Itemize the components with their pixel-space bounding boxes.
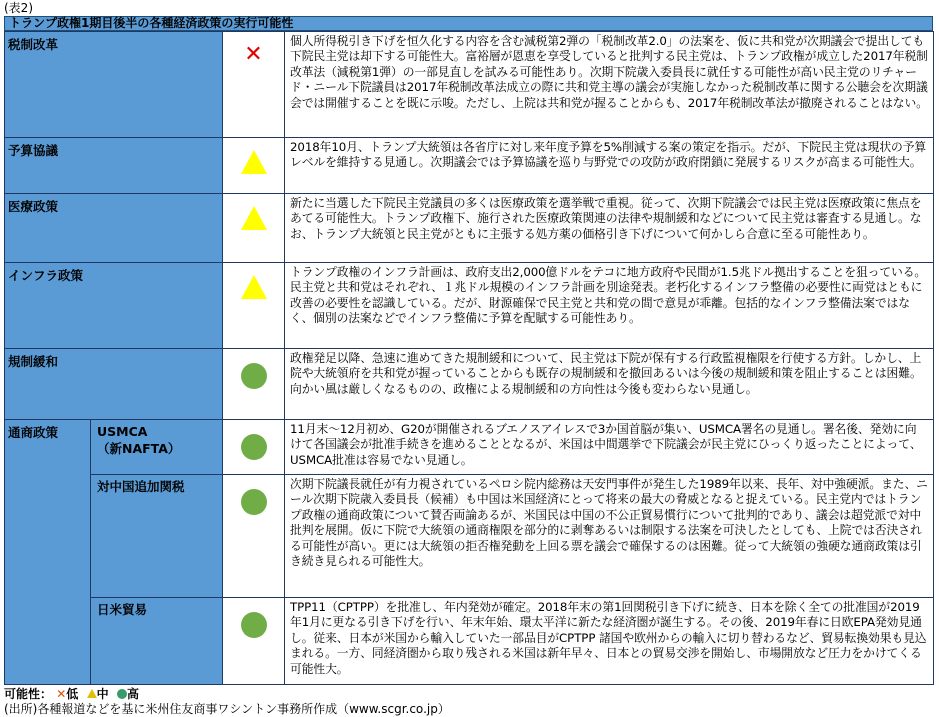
rating-cell	[223, 194, 285, 263]
category-tax: 税制改革	[5, 32, 223, 138]
source-note: (出所)各種報道などを基に米州住友商事ワシントン事務所作成（www.scgr.co.jp）	[4, 702, 450, 716]
category-dereg: 規制緩和	[5, 349, 223, 420]
description-china: 次期下院議長就任が有力視されているペロシ院内総務は天安門事件が発生した1989年以来、長年、対中強硬派。また、ニール次期下院歳入委員長（候補）も中国は米国経済にとって将来の最大の脅威となると捉えている。民主党内ではトランプ政権の通商政策について賛否両論あるが、米国民は中国の不公正貿易慣行について批判的であり、議会は超党派で対中批判を展開。仮に下院で大統領の通商権限を部分的に剥奪あるいは制限する法案を可決したとしても、上院では否決される可能性が高い。更には大統領の拒否権発動を上回る票を議会で確保するのは困難。従って大統領の強硬な通商政策は引き続き見られる可能性大。	[285, 475, 934, 598]
description-infra: トランプ政権のインフラ計画は、政府支出2,000億ドルをテコに地方政府や民間が1.5兆ドル拠出することを狙っている。民主党と共和党はそれぞれ、１兆ドル規模のインフラ計画を別途発表。老朽化するインフラ整備の必要性に両党はともに改善の必要性を認識している。だが、財源確保で民主党と共和党の間で意見が乖離。包括的なインフラ整備法案ではなく、個別の法案などでインフラ整備に予算を配賦する可能性あり。	[285, 263, 934, 349]
legend-low-cross-icon: ✕	[56, 687, 67, 701]
legend-high-text: 高	[127, 687, 140, 701]
table-row	[5, 420, 934, 475]
legend-label: 可能性：	[4, 687, 53, 701]
table-row	[5, 349, 934, 420]
mid-triangle-icon	[241, 275, 267, 299]
low-cross-icon: ✕	[244, 42, 263, 67]
table-row	[5, 194, 934, 263]
mid-triangle-icon	[241, 150, 267, 174]
high-circle-icon	[241, 434, 267, 460]
description-dereg: 政権発足以降、急速に進めてきた規制緩和について、民主党は下院が保有する行政監視権限を行使する方針。しかし、上院や大統領府を共和党が握っていることからも既存の規制緩和を撤回あるいは今後の規制緩和策を阻止することは困難。向かい風は厳しくなるものの、政権による規制緩和の方向性は今後も変わらない見通し。	[285, 349, 934, 420]
description-tax: 個人所得税引き下げを恒久化する内容を含む減税第2弾の「税制改革2.0」の法案を、仮に共和党が次期議会で提出しても下院民主党は却下する可能性大。富裕層が恩恵を享受していると批判する民主党は、トランプ政権が成立した2017年税制改革法（減税第1弾）の一部見直しを試みる可能性あり。次期下院歳入委員長に就任する可能性が高い民主党のリチャード・ニール下院議員は2017年税制改革法成立の際に共和党主導の議会が実施しなかった税制改革に関する公聴会を次期議会では開催することを既に示唆。ただし、上院は共和党が握ることからも、2017年税制改革法が撤廃されることはない。	[285, 32, 934, 138]
table-row	[5, 138, 934, 194]
description-japan: TPP11（CPTPP）を批准し、年内発効が確定。2018年末の第1回関税引き下げに続き、日本を除く全ての批准国が2019年1月に更なる引き下げを行い、年末年始、環太平洋に新たな経済圏が誕生する。その後、2019年春に日欧EPA発効見通し。従来、日本が米国から輸入していた一部品目がCPTPP 諸国や欧州からの輸入に切り替わるなど、貿易転換効果も見込まれる。一方、同経済圏から取り残される米国は新年早々、日本との貿易交渉を開始し、市場開放など圧力をかけてくる可能性大。	[285, 598, 934, 685]
rating-cell	[223, 138, 285, 194]
rating-cell	[223, 598, 285, 685]
table-title: トランプ政権1期目後半の各種経済政策の実行可能性	[4, 16, 933, 31]
category-budget: 予算協議	[5, 138, 223, 194]
category-infra: インフラ政策	[5, 263, 223, 349]
rating-cell	[223, 349, 285, 420]
table-row	[5, 598, 934, 685]
rating-cell	[223, 263, 285, 349]
table-row	[5, 32, 934, 138]
rating-cell	[223, 32, 285, 138]
legend-high-circle-icon	[117, 689, 127, 699]
policy-table	[4, 31, 934, 685]
legend-low-text: 低	[66, 687, 79, 701]
legend-mid-text: 中	[96, 687, 109, 701]
subcategory-china: 対中国追加関税	[91, 475, 223, 598]
description-health: 新たに当選した下院民主党議員の多くは医療政策を選挙戦で重視。従って、次期下院議会では民主党は医療政策に焦点をあてる可能性大。トランプ政権下、施行された医療政策関連の法律や規制緩和などについて民主党は審査する見通し。なお、トランプ大統領と民主党がともに主張する処方薬の価格引き下げについて何かしら合意に至る可能性あり。	[285, 194, 934, 263]
high-circle-icon	[241, 612, 267, 638]
subcategory-usmca: USMCA （新NAFTA）	[91, 420, 223, 475]
table-label: (表2)	[4, 1, 33, 15]
category-health: 医療政策	[5, 194, 223, 263]
table-row	[5, 263, 934, 349]
description-budget: 2018年10月、トランプ大統領は各省庁に対し来年度予算を5%削減する案の策定を指示。だが、下院民主党は現状の予算レベルを維持する見通し。次期議会では予算協議を巡り与野党での攻防が政府閉鎖に発展するリスクが高まる可能性大。	[285, 138, 934, 194]
rating-cell	[223, 420, 285, 475]
category-trade: 通商政策	[5, 420, 91, 685]
subcategory-japan: 日米貿易	[91, 598, 223, 685]
high-circle-icon	[241, 363, 267, 389]
description-usmca: 11月末～12月初め、G20が開催されるブエノスアイレスで3か国首脳が集い、USMCA署名の見通し。署名後、発効に向けて各国議会が批准手続きを進めることとなるが、米国は中間選挙で下院議会が民主党にひっくり返ったことによって、USMCA批准は容易でない見通し。	[285, 420, 934, 475]
legend-mid-triangle-icon	[87, 689, 97, 698]
legend	[4, 687, 139, 701]
mid-triangle-icon	[241, 206, 267, 230]
high-circle-icon	[241, 489, 267, 515]
rating-cell	[223, 475, 285, 598]
table-row	[5, 475, 934, 598]
